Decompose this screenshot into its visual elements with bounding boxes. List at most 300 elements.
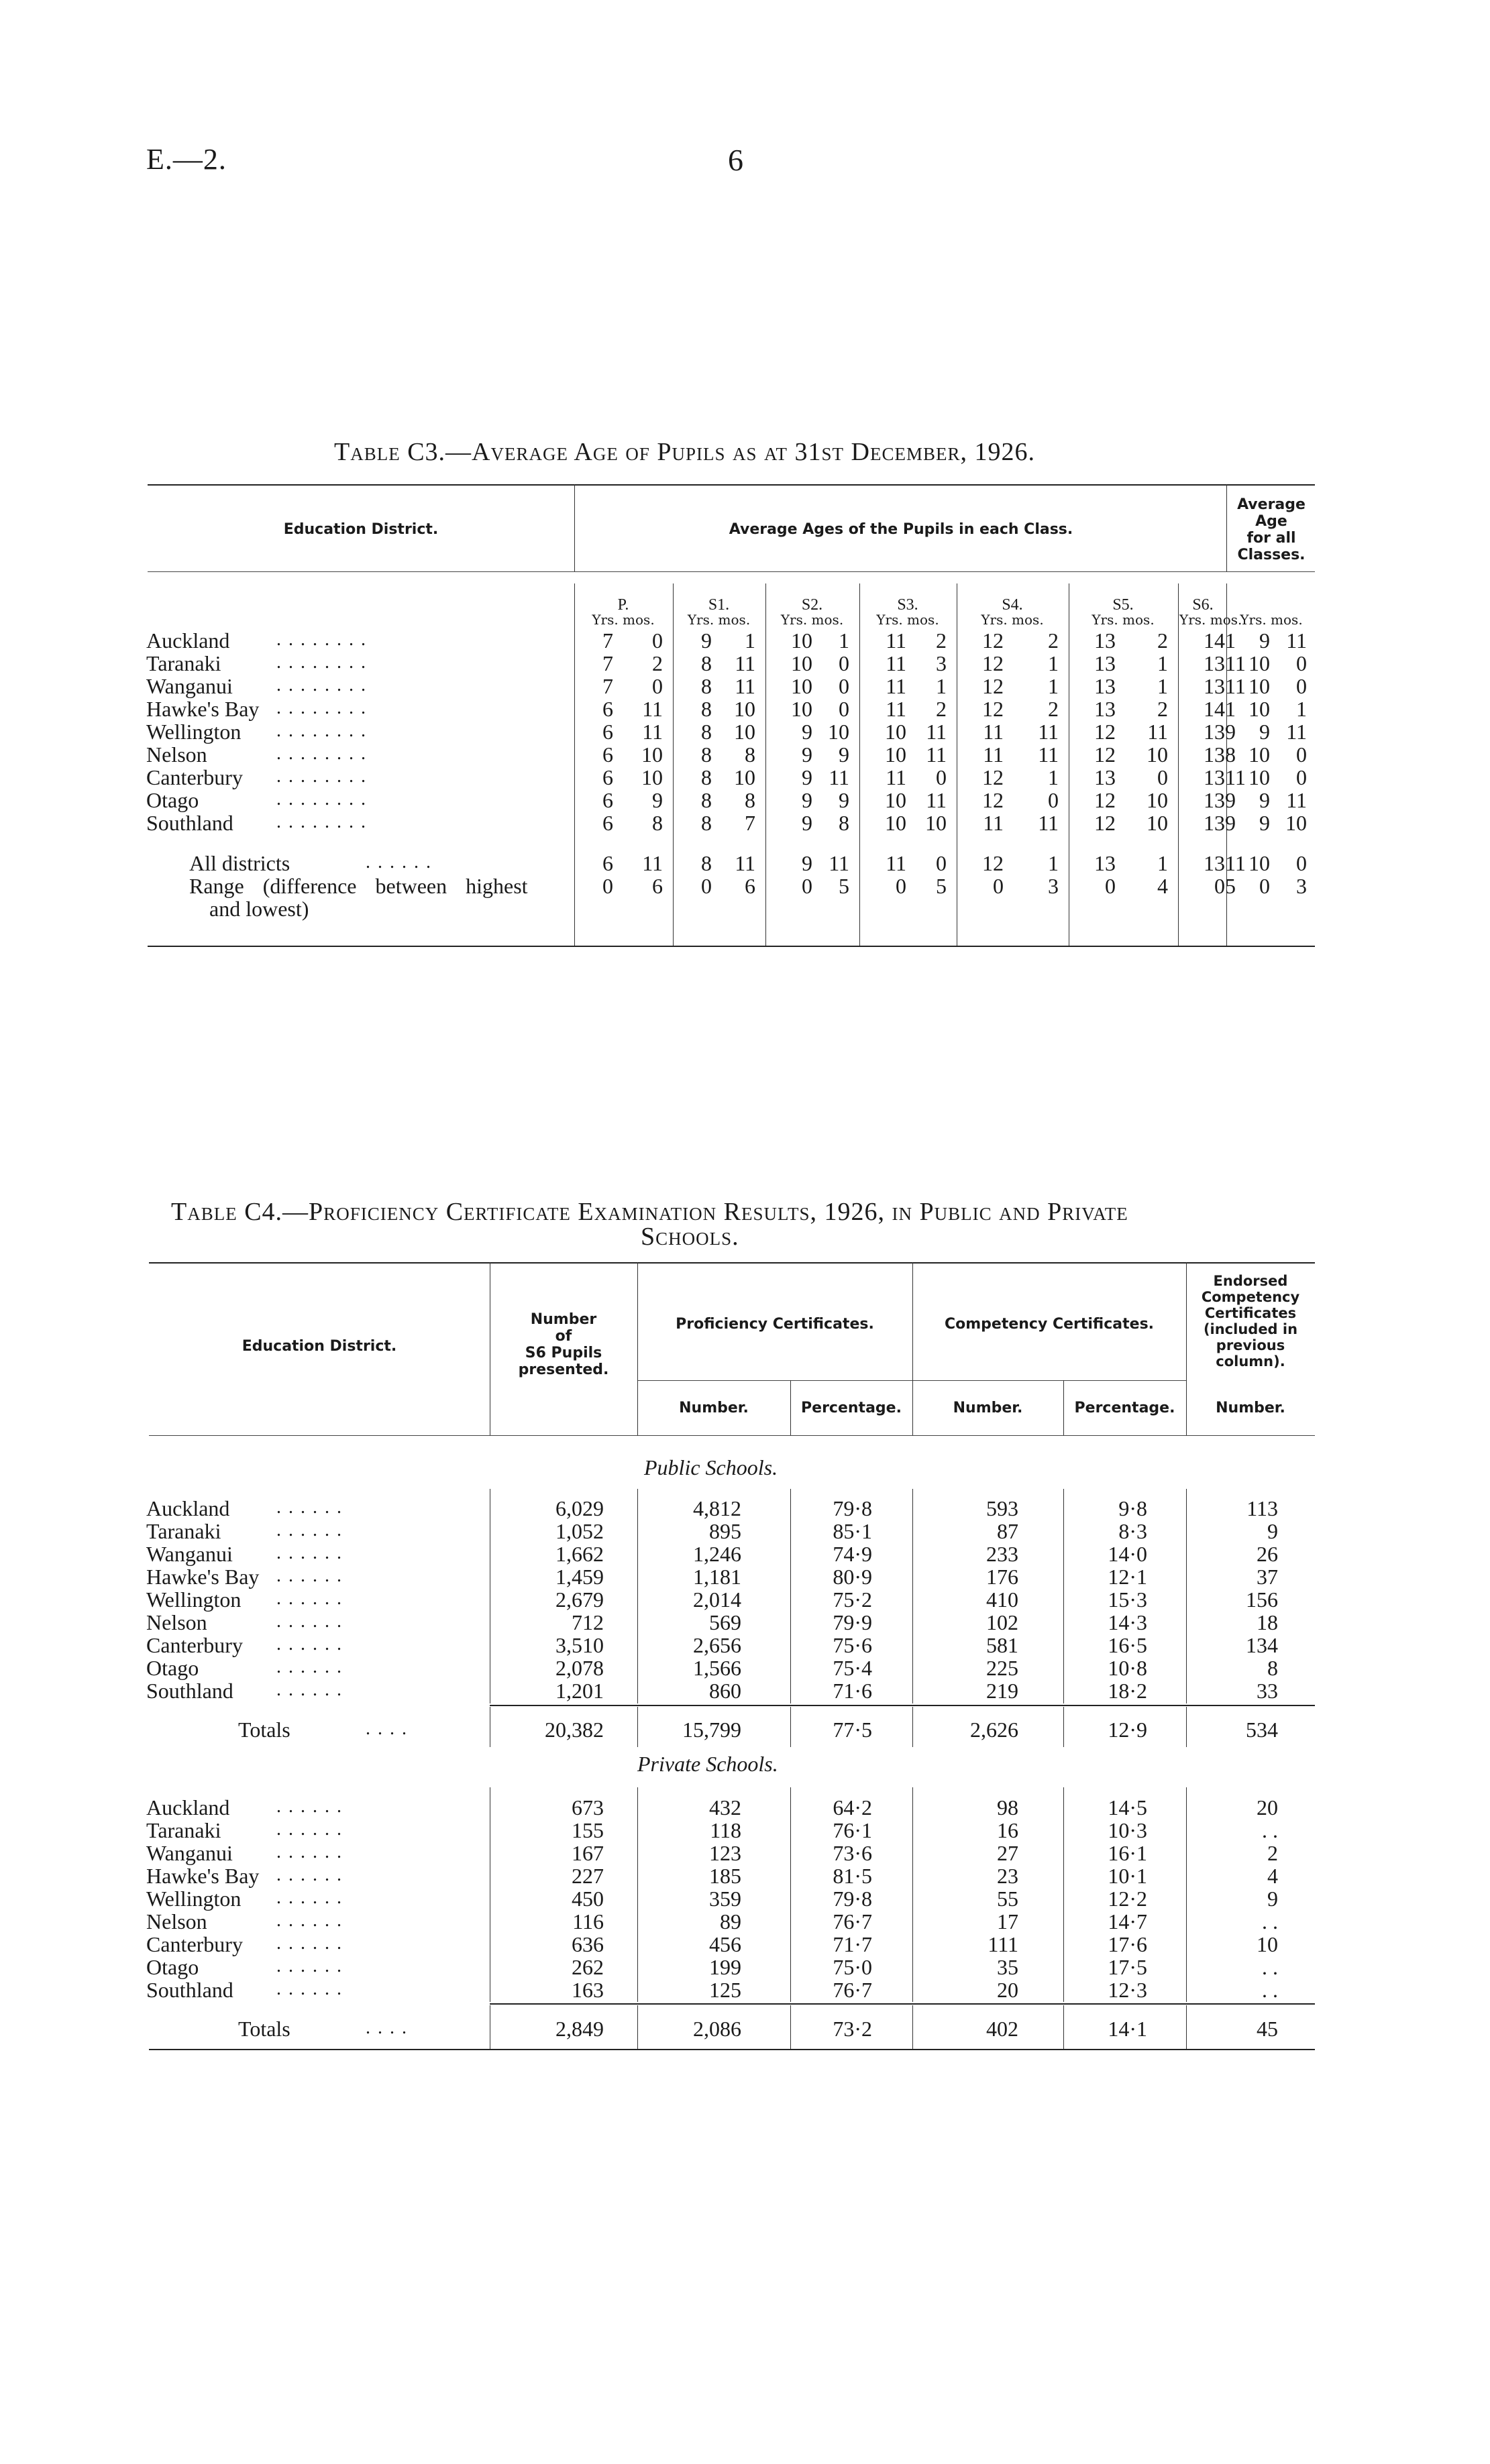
c4-comp-p-value: 10·1 bbox=[1108, 1864, 1147, 1888]
c3-months: 11 bbox=[926, 788, 947, 812]
c4-totals-label: Totals bbox=[238, 2017, 290, 2041]
c3-class-header: S4. bbox=[1002, 596, 1023, 614]
c3-months: 4 bbox=[1157, 874, 1168, 898]
c3-unit-label: Yrs. mos. bbox=[687, 612, 751, 628]
c3-months: 0 bbox=[1296, 765, 1307, 789]
c4-prof-p-value: 79·8 bbox=[833, 1496, 872, 1520]
c4-endorsed-value: . . bbox=[1262, 1818, 1278, 1842]
leader-dots: . . . . . . . . bbox=[276, 789, 367, 809]
c4-comp-p-value: 14·5 bbox=[1108, 1795, 1147, 1819]
c3-months: 6 bbox=[745, 874, 755, 898]
c3-months: 0 bbox=[839, 674, 849, 698]
c3-months: 8 bbox=[745, 742, 755, 767]
leader-dots: . . . . . . bbox=[276, 1933, 343, 1954]
leader-dots: . . . . . . bbox=[276, 1520, 343, 1541]
leader-dots: . . . . . . . . bbox=[276, 720, 367, 741]
c3-months: 11 bbox=[735, 674, 755, 698]
c3-years: 12 bbox=[982, 788, 1004, 812]
c4-presented-value: 6,029 bbox=[555, 1496, 604, 1520]
c3-years: 8 bbox=[701, 651, 712, 675]
c3-months: 11 bbox=[1286, 720, 1307, 744]
c4-total-prof-p: 77·5 bbox=[833, 1718, 872, 1742]
c3-months: 3 bbox=[1296, 874, 1307, 898]
c4-prof-p-value: 75·2 bbox=[833, 1587, 872, 1612]
c4-district-name: Wellington bbox=[146, 1887, 242, 1911]
c3-months: 0 bbox=[1048, 788, 1059, 812]
c4-district-name: Auckland bbox=[146, 1795, 230, 1819]
c3-years: 10 bbox=[791, 651, 812, 675]
c3-months: 9 bbox=[839, 742, 849, 767]
c4-comp-n-value: 581 bbox=[986, 1633, 1018, 1657]
c3-months: 10 bbox=[734, 720, 755, 744]
c3-months: 2 bbox=[936, 697, 947, 721]
c3-months: 11 bbox=[1147, 720, 1168, 744]
c3-years: 0 bbox=[1259, 874, 1270, 898]
c3-years: 9 bbox=[1259, 811, 1270, 835]
c3-months: 0 bbox=[652, 674, 663, 698]
c4-prof-n-value: 89 bbox=[720, 1909, 741, 1934]
leader-dots: . . . . . . bbox=[276, 1497, 343, 1518]
c4-prof-p-value: 71·7 bbox=[833, 1932, 872, 1956]
c4-prof-p-value: 76·7 bbox=[833, 1909, 872, 1934]
table-c4-endorsed-number-header: Number. bbox=[1216, 1400, 1285, 1416]
leader-dots: . . . . . . . . bbox=[276, 629, 367, 650]
c4-comp-p-value: 10·3 bbox=[1108, 1818, 1147, 1842]
c3-years: 11 bbox=[886, 628, 906, 653]
leader-dots: . . . . . . . . bbox=[276, 743, 367, 764]
c3-months: 1 bbox=[1157, 651, 1168, 675]
c3-years: 11 bbox=[886, 697, 906, 721]
c3-range-label: Range (difference between highest bbox=[189, 874, 528, 898]
c3-months: 0 bbox=[936, 851, 947, 875]
c4-district-name: Auckland bbox=[146, 1496, 230, 1520]
c3-years: 13 bbox=[1094, 697, 1116, 721]
c3-years: 12 bbox=[982, 851, 1004, 875]
c4-comp-p-value: 8·3 bbox=[1118, 1519, 1147, 1543]
c4-comp-n-value: 176 bbox=[986, 1565, 1018, 1589]
table-c4-comp-percentage-header: Percentage. bbox=[1074, 1400, 1175, 1416]
c3-months: 1 bbox=[1048, 851, 1059, 875]
c3-months: 2 bbox=[936, 628, 947, 653]
c3-years: 11 bbox=[886, 674, 906, 698]
c4-presented-value: 636 bbox=[572, 1932, 604, 1956]
c3-all-districts-label: All districts bbox=[189, 851, 290, 875]
c4-endorsed-value: 9 bbox=[1267, 1887, 1278, 1911]
c3-months: 9 bbox=[1225, 788, 1236, 812]
c4-district-name: Taranaki bbox=[146, 1818, 221, 1842]
c3-district-name: Otago bbox=[146, 788, 199, 812]
c4-comp-p-value: 14·3 bbox=[1108, 1610, 1147, 1634]
c3-years: 6 bbox=[602, 765, 613, 789]
c3-months: 1 bbox=[1048, 651, 1059, 675]
c3-months: 1 bbox=[839, 628, 849, 653]
c4-prof-n-value: 359 bbox=[709, 1887, 741, 1911]
leader-dots: . . . . . . bbox=[276, 1543, 343, 1563]
c4-presented-value: 163 bbox=[572, 1978, 604, 2002]
c3-months: 5 bbox=[936, 874, 947, 898]
c4-total-prof-p: 73·2 bbox=[833, 2017, 872, 2041]
c4-comp-n-value: 593 bbox=[986, 1496, 1018, 1520]
c3-years: 13 bbox=[1094, 674, 1116, 698]
c3-months: 1 bbox=[1048, 765, 1059, 789]
c4-prof-n-value: 895 bbox=[709, 1519, 741, 1543]
c4-comp-p-value: 9·8 bbox=[1118, 1496, 1147, 1520]
c3-months: 1 bbox=[936, 674, 947, 698]
c4-prof-p-value: 79·9 bbox=[833, 1610, 872, 1634]
c3-class-header: S1. bbox=[708, 596, 730, 614]
c3-years: 14 bbox=[1204, 697, 1225, 721]
c4-presented-value: 1,459 bbox=[555, 1565, 604, 1589]
c3-years: 11 bbox=[983, 720, 1004, 744]
table-c4-public-totals-rule bbox=[490, 1705, 1315, 1706]
c3-years: 8 bbox=[701, 765, 712, 789]
c4-prof-p-value: 74·9 bbox=[833, 1542, 872, 1566]
c4-prof-n-value: 2,656 bbox=[693, 1633, 741, 1657]
c3-unit-label: Yrs. mos. bbox=[780, 612, 844, 628]
table-c4-endorsed-header: Endorsed Competency Certificates (included in previous column). bbox=[1201, 1273, 1300, 1369]
c3-months: 8 bbox=[745, 788, 755, 812]
c4-comp-p-value: 14·0 bbox=[1108, 1542, 1147, 1566]
c3-months: 11 bbox=[1038, 720, 1059, 744]
c3-years: 6 bbox=[602, 697, 613, 721]
c3-months: 11 bbox=[926, 720, 947, 744]
c4-presented-value: 116 bbox=[572, 1909, 604, 1934]
c3-class-header: S2. bbox=[801, 596, 823, 614]
c3-months: 11 bbox=[1225, 765, 1246, 789]
c4-prof-n-value: 125 bbox=[709, 1978, 741, 2002]
leader-dots: . . . . . . bbox=[276, 1634, 343, 1655]
leader-dots: . . . . . . bbox=[276, 1864, 343, 1885]
c4-total-comp-p: 12·9 bbox=[1108, 1718, 1147, 1742]
c4-prof-n-value: 4,812 bbox=[693, 1496, 741, 1520]
leader-dots: . . . . . . bbox=[276, 1588, 343, 1609]
c4-prof-n-value: 432 bbox=[709, 1795, 741, 1819]
c3-months: 1 bbox=[1225, 628, 1236, 653]
c3-unit-label: Yrs. mos. bbox=[876, 612, 939, 628]
c3-years: 12 bbox=[1094, 788, 1116, 812]
c3-years: 8 bbox=[701, 720, 712, 744]
c3-months: 11 bbox=[926, 742, 947, 767]
c3-years: 10 bbox=[885, 720, 906, 744]
c3-months: 9 bbox=[1225, 811, 1236, 835]
private-schools-label: Private Schools. bbox=[637, 1752, 778, 1776]
c3-months: 0 bbox=[1296, 851, 1307, 875]
c3-months: 0 bbox=[1296, 651, 1307, 675]
table-c4-presented-header: Number of S6 Pupils presented. bbox=[518, 1311, 609, 1378]
c4-prof-n-value: 1,181 bbox=[693, 1565, 741, 1589]
c4-presented-value: 712 bbox=[572, 1610, 604, 1634]
c3-years: 13 bbox=[1204, 788, 1225, 812]
c3-months: 1 bbox=[1157, 674, 1168, 698]
table-c4-district-header: Education District. bbox=[242, 1338, 397, 1355]
c3-district-name: Nelson bbox=[146, 742, 207, 767]
c3-months: 0 bbox=[936, 765, 947, 789]
c3-years: 12 bbox=[982, 651, 1004, 675]
table-c3-district-header: Education District. bbox=[283, 521, 439, 538]
c4-comp-p-value: 14·7 bbox=[1108, 1909, 1147, 1934]
leader-dots: . . . . . . bbox=[276, 1910, 343, 1931]
c3-years: 12 bbox=[1094, 811, 1116, 835]
c3-years: 10 bbox=[1248, 765, 1270, 789]
c3-years: 8 bbox=[701, 788, 712, 812]
c4-prof-n-value: 1,566 bbox=[693, 1656, 741, 1680]
c3-months: 9 bbox=[652, 788, 663, 812]
c4-district-name: Southland bbox=[146, 1679, 233, 1703]
c3-years: 9 bbox=[701, 628, 712, 653]
c4-prof-n-value: 123 bbox=[709, 1841, 741, 1865]
table-c3-classes-header: Average Ages of the Pupils in each Class. bbox=[729, 521, 1073, 538]
leader-dots: . . . . . . bbox=[276, 1565, 343, 1586]
c3-years: 13 bbox=[1204, 765, 1225, 789]
c3-months: 2 bbox=[1157, 628, 1168, 653]
c4-endorsed-value: 4 bbox=[1267, 1864, 1278, 1888]
c4-presented-value: 262 bbox=[572, 1955, 604, 1979]
c3-years: 7 bbox=[602, 674, 613, 698]
c3-months: 11 bbox=[642, 697, 663, 721]
c3-years: 9 bbox=[802, 765, 812, 789]
public-schools-label: Public Schools. bbox=[644, 1455, 778, 1479]
c4-prof-p-value: 75·0 bbox=[833, 1955, 872, 1979]
c3-months: 1 bbox=[1157, 851, 1168, 875]
c4-prof-p-value: 64·2 bbox=[833, 1795, 872, 1819]
c4-comp-p-value: 18·2 bbox=[1108, 1679, 1147, 1703]
c4-total-endorsed: 45 bbox=[1257, 2017, 1278, 2041]
c3-years: 14 bbox=[1204, 628, 1225, 653]
c4-endorsed-value: . . bbox=[1262, 1978, 1278, 2002]
c3-years: 9 bbox=[802, 788, 812, 812]
c3-months: 8 bbox=[839, 811, 849, 835]
c4-prof-p-value: 80·9 bbox=[833, 1565, 872, 1589]
c3-years: 9 bbox=[1259, 628, 1270, 653]
table-c4-proficiency-header: Proficiency Certificates. bbox=[676, 1316, 874, 1333]
c3-years: 0 bbox=[1214, 874, 1225, 898]
c4-district-name: Wanganui bbox=[146, 1542, 233, 1566]
c3-years: 10 bbox=[791, 628, 812, 653]
c4-prof-n-value: 118 bbox=[710, 1818, 741, 1842]
c4-comp-n-value: 111 bbox=[988, 1932, 1018, 1956]
c3-months: 3 bbox=[1048, 874, 1059, 898]
table-c4-header-rule bbox=[149, 1435, 1315, 1436]
c3-years: 8 bbox=[701, 742, 712, 767]
c3-district-name: Southland bbox=[146, 811, 233, 835]
c4-total-comp-n: 2,626 bbox=[970, 1718, 1018, 1742]
c4-district-name: Nelson bbox=[146, 1610, 207, 1634]
leader-dots: . . . . bbox=[366, 1718, 408, 1739]
c3-months: 6 bbox=[652, 874, 663, 898]
c4-prof-p-value: 81·5 bbox=[833, 1864, 872, 1888]
c3-years: 11 bbox=[983, 742, 1004, 767]
c3-years: 13 bbox=[1204, 674, 1225, 698]
c3-months: 10 bbox=[925, 811, 947, 835]
c4-presented-value: 1,052 bbox=[555, 1519, 604, 1543]
c3-months: 11 bbox=[1038, 742, 1059, 767]
c4-prof-p-value: 75·4 bbox=[833, 1656, 872, 1680]
c3-months: 11 bbox=[1225, 674, 1246, 698]
c3-months: 11 bbox=[1038, 811, 1059, 835]
c3-years: 7 bbox=[602, 628, 613, 653]
c4-prof-p-value: 76·7 bbox=[833, 1978, 872, 2002]
c3-months: 10 bbox=[1147, 811, 1168, 835]
c3-months: 10 bbox=[734, 697, 755, 721]
c3-years: 10 bbox=[1248, 851, 1270, 875]
c3-years: 9 bbox=[1259, 788, 1270, 812]
c4-prof-p-value: 85·1 bbox=[833, 1519, 872, 1543]
c3-unit-label: Yrs. mos. bbox=[1240, 612, 1303, 628]
table-c4-competency-header: Competency Certificates. bbox=[944, 1316, 1155, 1333]
c3-months: 10 bbox=[641, 765, 663, 789]
c3-years: 9 bbox=[802, 742, 812, 767]
leader-dots: . . . . . . bbox=[276, 1887, 343, 1908]
c3-years: 6 bbox=[602, 742, 613, 767]
c3-years: 10 bbox=[791, 674, 812, 698]
c3-years: 13 bbox=[1204, 651, 1225, 675]
c3-years: 13 bbox=[1204, 720, 1225, 744]
c4-endorsed-value: 10 bbox=[1257, 1932, 1278, 1956]
c4-prof-n-value: 185 bbox=[709, 1864, 741, 1888]
c4-district-name: Wellington bbox=[146, 1587, 242, 1612]
leader-dots: . . . . . . bbox=[276, 1819, 343, 1840]
c4-total-prof-n: 2,086 bbox=[693, 2017, 741, 2041]
c4-comp-p-value: 16·5 bbox=[1108, 1633, 1147, 1657]
c3-years: 11 bbox=[886, 765, 906, 789]
c4-endorsed-value: 37 bbox=[1257, 1565, 1278, 1589]
table-c4-bottom-rule bbox=[149, 2049, 1315, 2050]
c4-district-name: Canterbury bbox=[146, 1633, 243, 1657]
c3-years: 6 bbox=[602, 851, 613, 875]
leader-dots: . . . . bbox=[366, 2017, 408, 2038]
c3-months: 2 bbox=[652, 651, 663, 675]
c3-years: 12 bbox=[1094, 742, 1116, 767]
leader-dots: . . . . . . bbox=[276, 1978, 343, 1999]
c3-years: 11 bbox=[983, 811, 1004, 835]
c3-months: 11 bbox=[642, 851, 663, 875]
c3-years: 7 bbox=[602, 651, 613, 675]
c3-unit-label: Yrs. mos. bbox=[592, 612, 655, 628]
c3-years: 13 bbox=[1094, 651, 1116, 675]
c3-years: 10 bbox=[1248, 651, 1270, 675]
c4-endorsed-value: 26 bbox=[1257, 1542, 1278, 1566]
c3-years: 10 bbox=[885, 811, 906, 835]
c4-comp-n-value: 35 bbox=[997, 1955, 1018, 1979]
leader-dots: . . . . . . bbox=[366, 852, 432, 873]
c4-comp-p-value: 17·5 bbox=[1108, 1955, 1147, 1979]
c4-prof-n-value: 456 bbox=[709, 1932, 741, 1956]
table-c4-title-cont: Schools. bbox=[641, 1223, 739, 1251]
c4-endorsed-value: 33 bbox=[1257, 1679, 1278, 1703]
c3-months: 0 bbox=[1296, 742, 1307, 767]
leader-dots: . . . . . . bbox=[276, 1679, 343, 1700]
c4-comp-p-value: 10·8 bbox=[1108, 1656, 1147, 1680]
c3-years: 12 bbox=[982, 765, 1004, 789]
c3-years: 12 bbox=[982, 674, 1004, 698]
c3-months: 0 bbox=[839, 697, 849, 721]
leader-dots: . . . . . . bbox=[276, 1842, 343, 1862]
c3-years: 0 bbox=[701, 874, 712, 898]
c3-months: 11 bbox=[735, 651, 755, 675]
c3-years: 0 bbox=[802, 874, 812, 898]
c3-years: 9 bbox=[802, 811, 812, 835]
c3-class-header: S3. bbox=[897, 596, 918, 614]
c3-years: 10 bbox=[885, 742, 906, 767]
c4-comp-p-value: 12·2 bbox=[1108, 1887, 1147, 1911]
c3-years: 0 bbox=[1105, 874, 1116, 898]
c3-months: 2 bbox=[1048, 697, 1059, 721]
leader-dots: . . . . . . bbox=[276, 1796, 343, 1817]
c4-total-endorsed: 534 bbox=[1246, 1718, 1278, 1742]
c3-years: 13 bbox=[1094, 765, 1116, 789]
table-c4-comp-number-header: Number. bbox=[953, 1400, 1023, 1416]
c4-comp-n-value: 102 bbox=[986, 1610, 1018, 1634]
c4-comp-p-value: 12·3 bbox=[1108, 1978, 1147, 2002]
c3-district-name: Taranaki bbox=[146, 651, 221, 675]
c3-months: 10 bbox=[1147, 788, 1168, 812]
c4-prof-n-value: 2,014 bbox=[693, 1587, 741, 1612]
table-c4-top-rule bbox=[149, 1262, 1315, 1264]
c4-comp-n-value: 233 bbox=[986, 1542, 1018, 1566]
c3-district-name: Wellington bbox=[146, 720, 242, 744]
c4-presented-value: 167 bbox=[572, 1841, 604, 1865]
c3-years: 8 bbox=[701, 697, 712, 721]
c3-months: 11 bbox=[829, 765, 849, 789]
c3-months: 9 bbox=[1225, 720, 1236, 744]
c4-endorsed-value: 20 bbox=[1257, 1795, 1278, 1819]
c3-years: 13 bbox=[1094, 851, 1116, 875]
c4-presented-value: 3,510 bbox=[555, 1633, 604, 1657]
c4-presented-value: 227 bbox=[572, 1864, 604, 1888]
c4-district-name: Hawke's Bay bbox=[146, 1864, 260, 1888]
c3-years: 0 bbox=[896, 874, 906, 898]
c4-endorsed-value: . . bbox=[1262, 1909, 1278, 1934]
leader-dots: . . . . . . . . bbox=[276, 675, 367, 695]
leader-dots: . . . . . . . . bbox=[276, 652, 367, 673]
table-c4-prof-number-header: Number. bbox=[679, 1400, 749, 1416]
c4-prof-p-value: 71·6 bbox=[833, 1679, 872, 1703]
c3-months: 1 bbox=[1048, 674, 1059, 698]
c3-years: 12 bbox=[982, 697, 1004, 721]
c4-endorsed-value: 113 bbox=[1246, 1496, 1278, 1520]
c3-unit-label: Yrs. mos. bbox=[1179, 612, 1242, 628]
c4-comp-p-value: 17·6 bbox=[1108, 1932, 1147, 1956]
c3-months: 2 bbox=[1048, 628, 1059, 653]
c3-years: 13 bbox=[1204, 851, 1225, 875]
c4-comp-n-value: 219 bbox=[986, 1679, 1018, 1703]
c4-comp-n-value: 20 bbox=[997, 1978, 1018, 2002]
c3-months: 3 bbox=[936, 651, 947, 675]
c4-total-comp-n: 402 bbox=[986, 2017, 1018, 2041]
c3-years: 13 bbox=[1204, 811, 1225, 835]
c3-months: 11 bbox=[735, 851, 755, 875]
c4-total-presented: 2,849 bbox=[555, 2017, 604, 2041]
c3-months: 1 bbox=[1296, 697, 1307, 721]
c3-years: 10 bbox=[1248, 697, 1270, 721]
c4-total-presented: 20,382 bbox=[545, 1718, 604, 1742]
c3-years: 8 bbox=[701, 851, 712, 875]
c3-months: 11 bbox=[829, 851, 849, 875]
c3-months: 2 bbox=[1157, 697, 1168, 721]
c4-totals-label: Totals bbox=[238, 1718, 290, 1742]
c4-presented-value: 1,201 bbox=[555, 1679, 604, 1703]
c3-years: 0 bbox=[993, 874, 1004, 898]
c3-months: 10 bbox=[828, 720, 849, 744]
c4-district-name: Otago bbox=[146, 1656, 199, 1680]
c4-comp-n-value: 17 bbox=[997, 1909, 1018, 1934]
c4-comp-n-value: 98 bbox=[997, 1795, 1018, 1819]
table-c4-prof-percentage-header: Percentage. bbox=[801, 1400, 902, 1416]
c3-years: 12 bbox=[1094, 720, 1116, 744]
c3-months: 11 bbox=[1286, 628, 1307, 653]
c4-district-name: Canterbury bbox=[146, 1932, 243, 1956]
leader-dots: . . . . . . . . bbox=[276, 697, 367, 718]
